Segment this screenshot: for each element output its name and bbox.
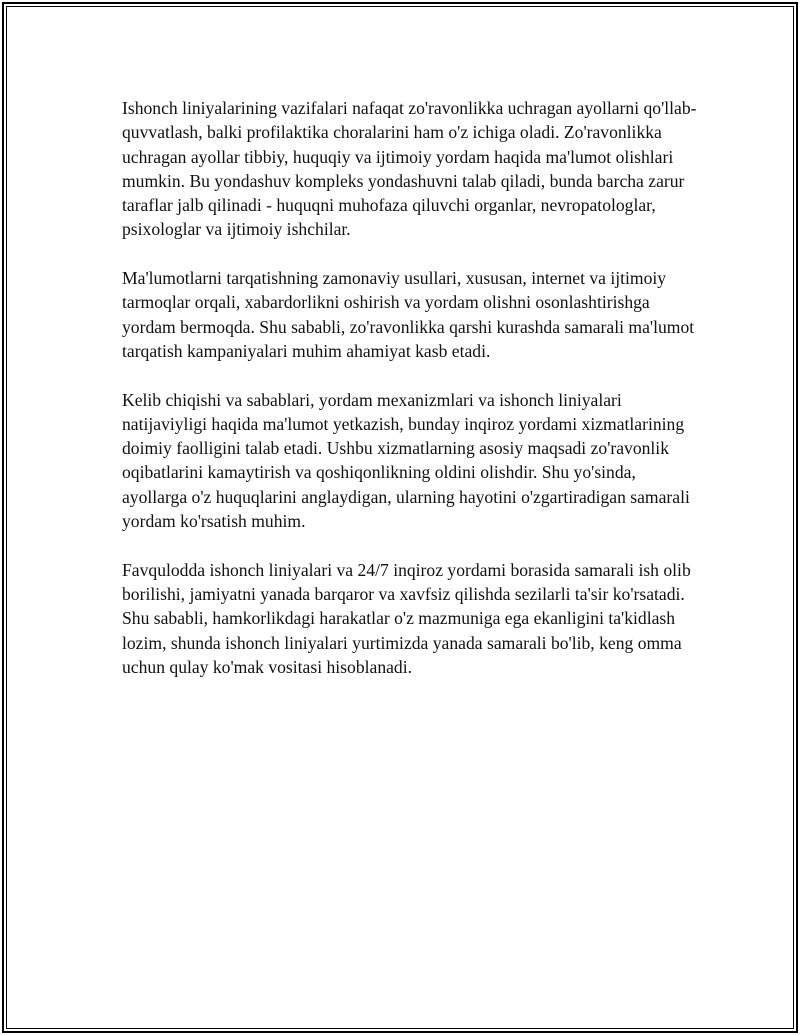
paragraph-2: Ma'lumotlarni tarqatishning zamonaviy usullari, xususan, internet va ijtimoiy tarmoqlar orqali, xabardorlikni oshirish va yordam olishni osonlashtirishga yordam bermoqda. Shu sababli, zo'ravonlikka qarshi kurashda samarali ma'lumot tarqatish kampaniyalari muhim ahamiyat kasb etadi.: [122, 268, 695, 361]
document-body: [122, 96, 702, 703]
paragraph-4: Favqulodda ishonch liniyalari va 24/7 inqiroz yordami borasida samarali ish olib borilishi, jamiyatni yanada barqaror va xavfsiz qilishda sezilarli ta'sir ko'rsatadi. Shu sababli, hamkorlikdagi harakatlar o'z mazmuniga ega ekanligini ta'kidlash lozim, shunda ishonch liniyalari yurtimizda yanada samarali bo'lib, keng omma uchun qulay ko'mak vositasi hisoblanadi.: [122, 559, 691, 677]
page-frame: [2, 2, 798, 1033]
paragraph-3: Kelib chiqishi va sabablari, yordam mexanizmlari va ishonch liniyalari natijaviyligi haqida ma'lumot yetkazish, bunday inqiroz yordami xizmatlarining doimiy faolligini talab etadi. Ushbu xizmatlarning asosiy maqsadi zo'ravonlik oqibatlarini kamaytirish va qoshiqonlikning oldini olishdir. Shu yo'sinda, ayollarga o'z huquqlarini anglaydigan, ularning hayotini o'zgartiradigan samarali yordam ko'rsatish muhim.: [122, 389, 690, 532]
paragraph-1: Ishonch liniyalarining vazifalari nafaqat zo'ravonlikka uchragan ayollarni qo'llab-quvvatlash, balki profilaktika choralarini ham o'z ichiga oladi. Zo'ravonlikka uchragan ayollar tibbiy, huquqiy va ijtimoiy yordam haqida ma'lumot olishlari mumkin. Bu yondashuv kompleks yondashuvni talab qiladi, bunda barcha zarur taraflar jalb qilinadi - huquqni muhofaza qiluvchi organlar, nevropatologlar, psixologlar va ijtimoiy ishchilar.: [122, 98, 697, 240]
